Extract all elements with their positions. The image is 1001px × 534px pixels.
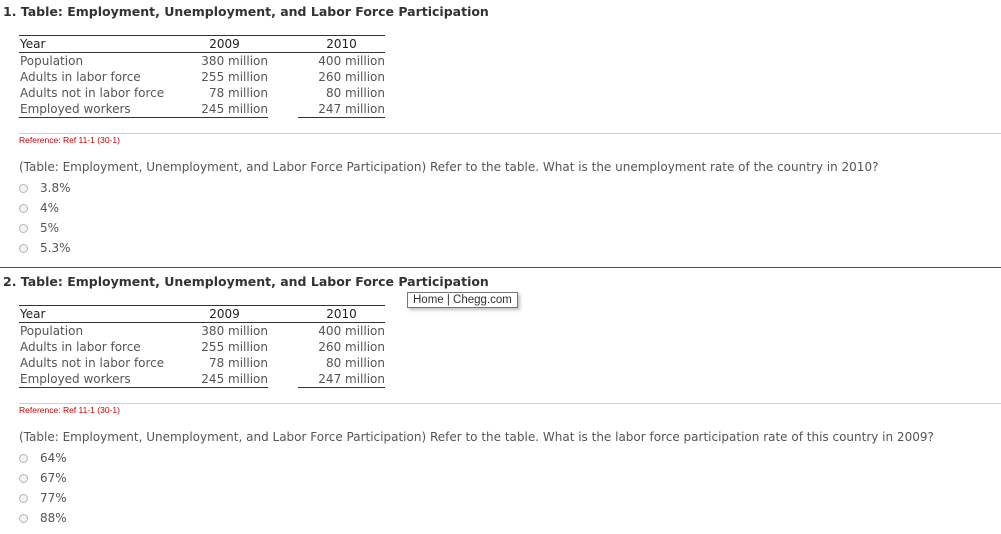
answer-option[interactable]	[19, 448, 67, 468]
table-cell: 245 million	[181, 101, 268, 118]
answer-option-label: 67%	[40, 471, 67, 485]
answer-option-label: 88%	[40, 511, 67, 525]
question-separator	[0, 267, 1001, 268]
table-cell: Population	[20, 323, 84, 338]
table-cell: 255 million	[201, 339, 268, 354]
radio-button[interactable]	[19, 244, 28, 253]
table-cell: Population	[20, 53, 84, 68]
answer-option[interactable]	[19, 488, 67, 508]
table-cell: 245 million	[181, 371, 268, 388]
radio-button[interactable]	[19, 204, 28, 213]
divider	[19, 403, 1001, 404]
question-1-title: 1. Table: Employment, Unemployment, and Labor Force Participation	[3, 4, 489, 19]
answer-option-label: 64%	[40, 451, 67, 465]
radio-button[interactable]	[19, 184, 28, 193]
table-cell: Adults in labor force	[20, 339, 141, 354]
question-1-options	[19, 178, 71, 258]
question-2-reference: Reference: Ref 11-1 (30-1)	[19, 405, 120, 415]
answer-option-label: 3.8%	[40, 181, 71, 195]
table-row	[19, 371, 385, 388]
table-cell: Adults not in labor force	[20, 355, 165, 370]
table-cell: 260 million	[318, 339, 385, 354]
radio-button[interactable]	[19, 224, 28, 233]
table-cell: 255 million	[201, 69, 268, 84]
table-cell: 380 million	[201, 53, 268, 68]
question-2-text: (Table: Employment, Unemployment, and Labor Force Participation) Refer to the table. What is the labor force participation rate of this country in 2009?	[19, 430, 934, 444]
table-cell: 400 million	[318, 53, 385, 68]
table-cell: 247 million	[298, 371, 385, 388]
table-header: 2010	[298, 306, 385, 323]
table-header: Year	[19, 36, 181, 53]
radio-button[interactable]	[19, 474, 28, 483]
table-cell: 400 million	[318, 323, 385, 338]
table-cell: Adults in labor force	[20, 69, 141, 84]
question-1-reference: Reference: Ref 11-1 (30-1)	[19, 135, 120, 145]
answer-option[interactable]	[19, 238, 71, 258]
divider	[19, 133, 1001, 134]
question-2-options	[19, 448, 67, 528]
radio-button[interactable]	[19, 494, 28, 503]
table-row	[19, 339, 385, 355]
table-cell: Employed workers	[19, 101, 181, 118]
table-cell: 80 million	[325, 85, 385, 100]
table-header: Year	[19, 306, 181, 323]
table-cell: 260 million	[318, 69, 385, 84]
question-1-table	[19, 35, 385, 118]
question-2-table	[19, 305, 385, 388]
answer-option-label: 5.3%	[40, 241, 71, 255]
table-cell: 247 million	[298, 101, 385, 118]
answer-option-label: 5%	[40, 221, 60, 235]
table-header: 2009	[181, 36, 268, 53]
question-2-title: 2. Table: Employment, Unemployment, and Labor Force Participation	[3, 274, 489, 289]
radio-button[interactable]	[19, 454, 28, 463]
table-row	[19, 101, 385, 118]
answer-option[interactable]	[19, 468, 67, 488]
answer-option[interactable]	[19, 508, 67, 528]
table-cell: Adults not in labor force	[20, 85, 165, 100]
table-header: 2009	[181, 306, 268, 323]
table-row	[19, 85, 385, 101]
table-header-row	[19, 306, 385, 323]
answer-option[interactable]	[19, 218, 71, 238]
table-cell: 380 million	[201, 323, 268, 338]
answer-option-label: 77%	[40, 491, 67, 505]
table-row	[19, 53, 385, 70]
table-cell: 78 million	[208, 85, 268, 100]
answer-option-label: 4%	[40, 201, 60, 215]
table-header: 2010	[298, 36, 385, 53]
table-row	[19, 323, 385, 340]
radio-button[interactable]	[19, 514, 28, 523]
answer-option[interactable]	[19, 198, 71, 218]
table-row	[19, 355, 385, 371]
link-tooltip: Home | Chegg.com	[407, 292, 518, 308]
answer-option[interactable]	[19, 178, 71, 198]
question-1-text: (Table: Employment, Unemployment, and Labor Force Participation) Refer to the table. What is the unemployment rate of the country in 2010?	[19, 160, 879, 174]
table-cell: 78 million	[208, 355, 268, 370]
table-cell: Employed workers	[19, 371, 181, 388]
table-row	[19, 69, 385, 85]
table-cell: 80 million	[325, 355, 385, 370]
table-header-row	[19, 36, 385, 53]
